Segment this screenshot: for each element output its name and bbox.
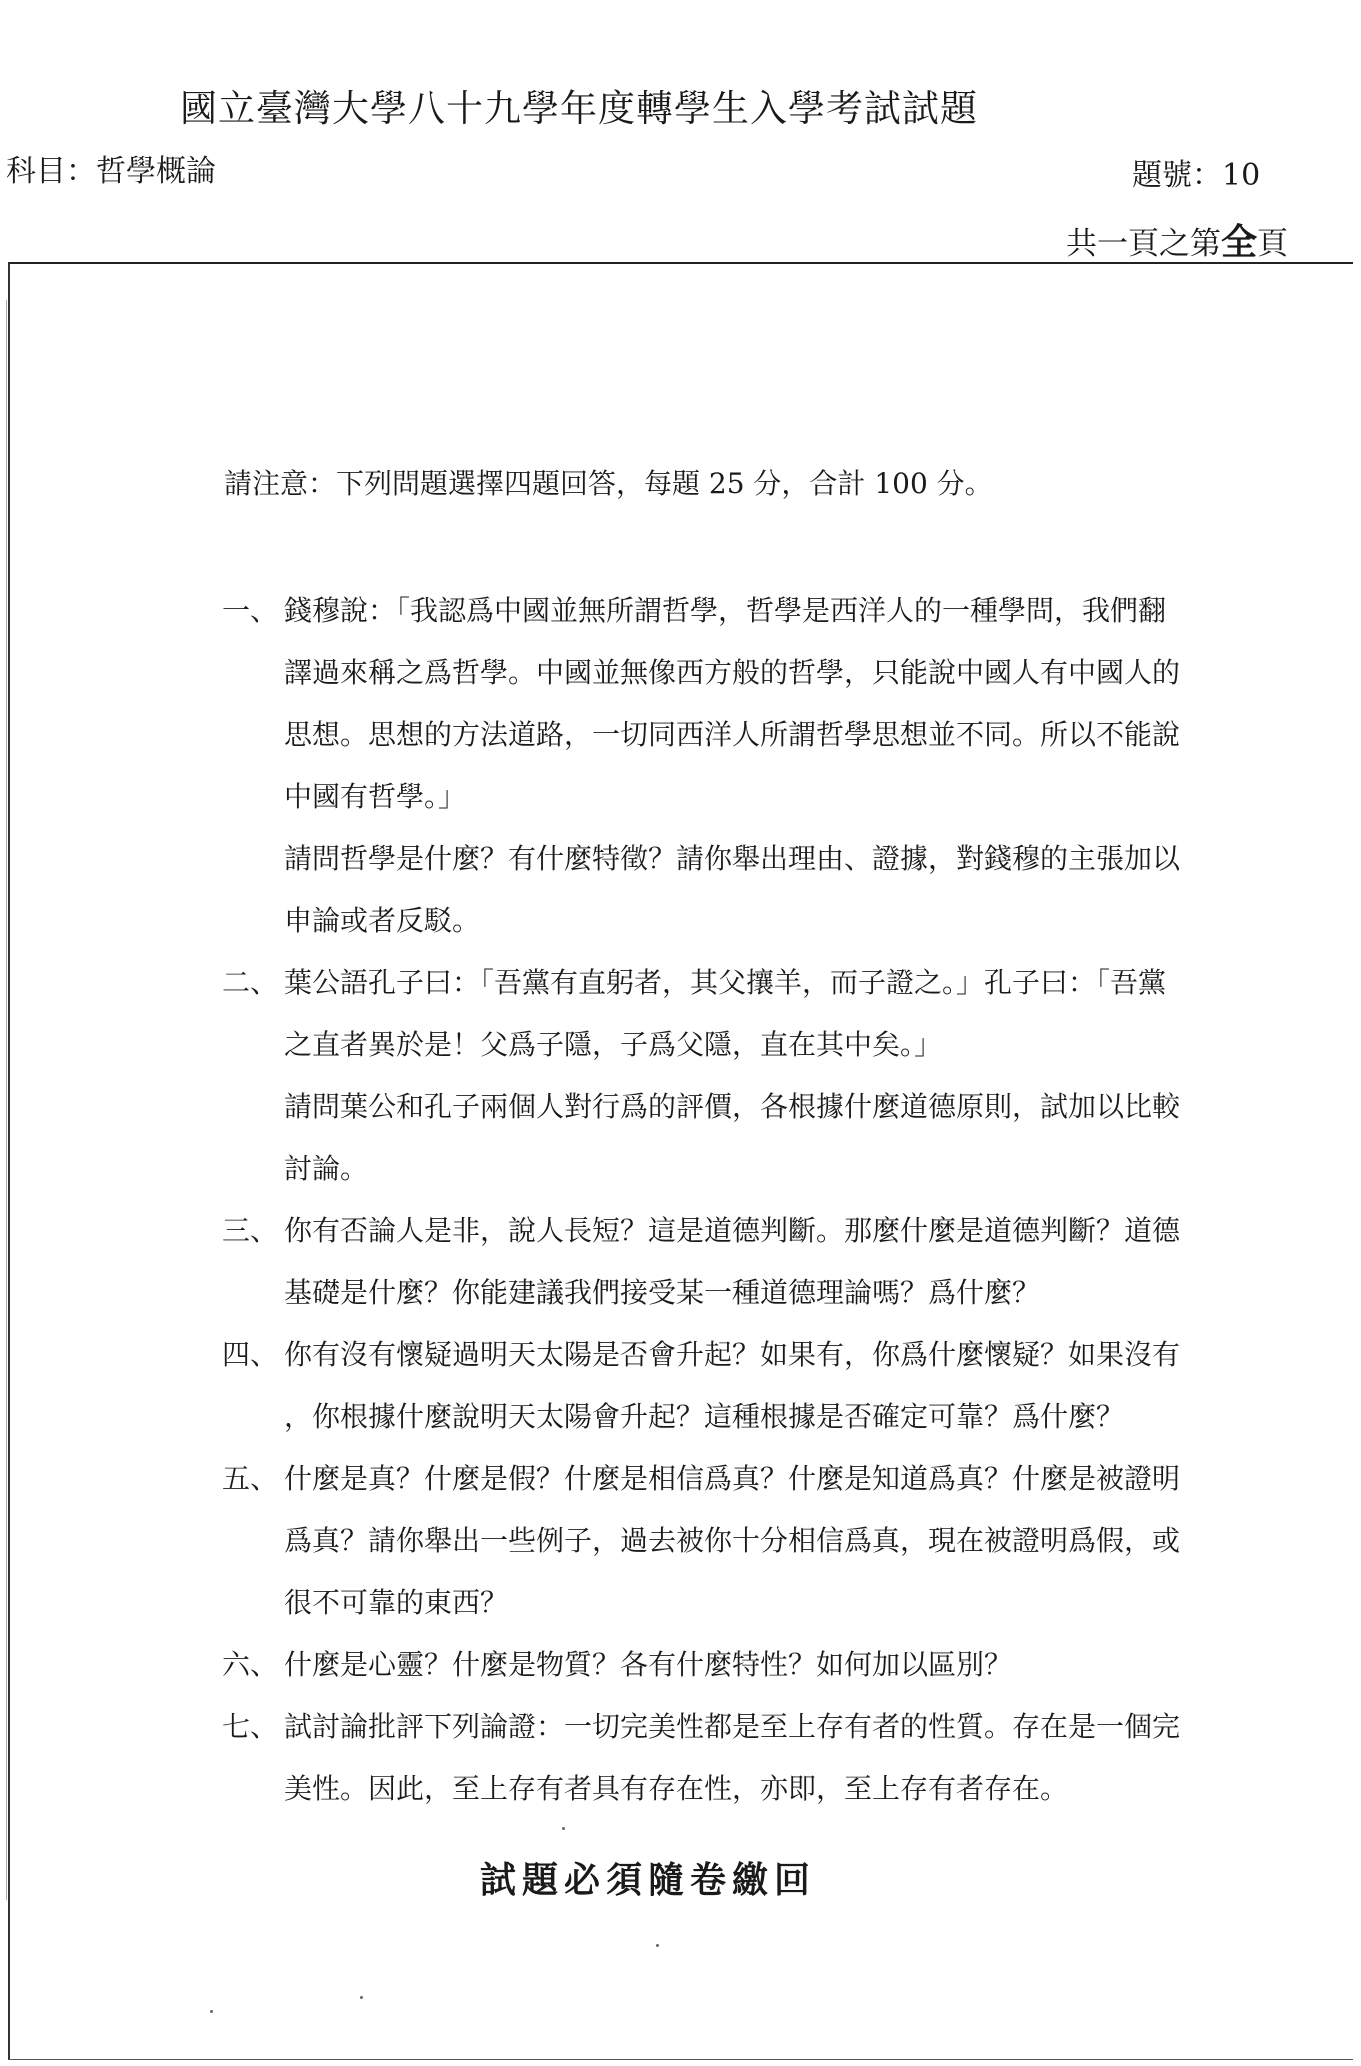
question-number-label: 二、 <box>222 966 279 999</box>
question-number: 題號：10 <box>1132 158 1261 193</box>
page-count <box>1066 214 1288 265</box>
question-text-line: 錢穆說：「我認爲中國並無所謂哲學，哲學是西洋人的一種學問，我們翻 <box>284 594 1167 627</box>
question-item <box>222 1324 1222 1448</box>
question-text-line: 爲真？請你舉出一些例子，過去被你十分相信爲真，現在被證明爲假，或 <box>284 1524 1181 1557</box>
question-number-label: 四、 <box>222 1338 279 1371</box>
page-title: 國立臺灣大學八十九學年度轉學生入學考試試題 <box>180 87 978 130</box>
question-item <box>222 1448 1222 1634</box>
question-number-label: 七、 <box>222 1710 279 1743</box>
return-paper-note: 試題必須隨卷繳回 <box>480 1859 817 1901</box>
question-number-label: 一、 <box>222 594 279 627</box>
scan-edge-marks <box>0 300 7 1900</box>
page-count-prefix: 共一頁之第 <box>1066 226 1221 262</box>
question-text-line: 之直者異於是！父爲子隱，子爲父隱，直在其中矣。」 <box>284 1028 943 1061</box>
question-text-line: 申論或者反駁。 <box>284 904 481 937</box>
instructions-notice: 請注意：下列問題選擇四題回答，每題 25 分，合計 100 分。 <box>224 467 993 500</box>
question-text-line: 基礎是什麼？你能建議我們接受某一種道德理論嗎？爲什麼？ <box>284 1276 1041 1309</box>
question-text-line: 中國有哲學。」 <box>284 780 467 813</box>
question-text-line: 葉公語孔子曰：「吾黨有直躬者，其父攘羊，而子證之。」孔子曰：「吾黨 <box>284 966 1167 999</box>
question-list <box>222 580 1222 1820</box>
question-text-line: 試討論批評下列論證：一切完美性都是至上存有者的性質。存在是一個完 <box>284 1710 1181 1743</box>
question-text-line: 思想。思想的方法道路，一切同西洋人所謂哲學思想並不同。所以不能說 <box>284 718 1181 751</box>
question-item <box>222 1634 1222 1696</box>
subject-label: 科目：哲學概論 <box>6 154 216 189</box>
question-text-line: 很不可靠的東西？ <box>284 1586 509 1619</box>
page-count-handwritten: 全 <box>1221 221 1258 263</box>
question-text-line: 討論。 <box>284 1152 369 1185</box>
question-text-line: 請問哲學是什麼？有什麼特徵？請你舉出理由、證據，對錢穆的主張加以 <box>284 842 1181 875</box>
question-text-line: 什麼是心靈？什麼是物質？各有什麼特性？如何加以區別？ <box>284 1648 1013 1681</box>
question-text-line: 譯過來稱之爲哲學。中國並無像西方般的哲學，只能說中國人有中國人的 <box>284 656 1181 689</box>
scan-speck <box>360 1996 363 1999</box>
question-text-line: 美性。因此，至上存有者具有存在性，亦即，至上存有者存在。 <box>284 1772 1069 1805</box>
question-text-line: ，你根據什麼說明天太陽會升起？這種根據是否確定可靠？爲什麼？ <box>284 1400 1125 1433</box>
page-count-suffix: 頁 <box>1257 226 1289 262</box>
question-number-label: 六、 <box>222 1648 279 1681</box>
scan-speck <box>562 1827 565 1830</box>
question-item <box>222 1696 1222 1820</box>
question-number-label: 三、 <box>222 1214 279 1247</box>
scan-speck <box>210 2010 213 2013</box>
scan-speck <box>656 1944 659 1947</box>
question-item <box>222 1200 1222 1324</box>
question-text-line: 你有沒有懷疑過明天太陽是否會升起？如果有，你爲什麼懷疑？如果沒有 <box>284 1338 1181 1371</box>
question-item <box>222 952 1222 1200</box>
question-text-line: 你有否論人是非，說人長短？這是道德判斷。那麼什麼是道德判斷？道德 <box>284 1214 1181 1247</box>
question-number-label: 五、 <box>222 1462 279 1495</box>
question-item <box>222 580 1222 952</box>
question-text-line: 什麼是真？什麼是假？什麼是相信爲真？什麼是知道爲真？什麼是被證明 <box>284 1462 1181 1495</box>
question-text-line: 請問葉公和孔子兩個人對行爲的評價，各根據什麼道德原則，試加以比較 <box>284 1090 1181 1123</box>
